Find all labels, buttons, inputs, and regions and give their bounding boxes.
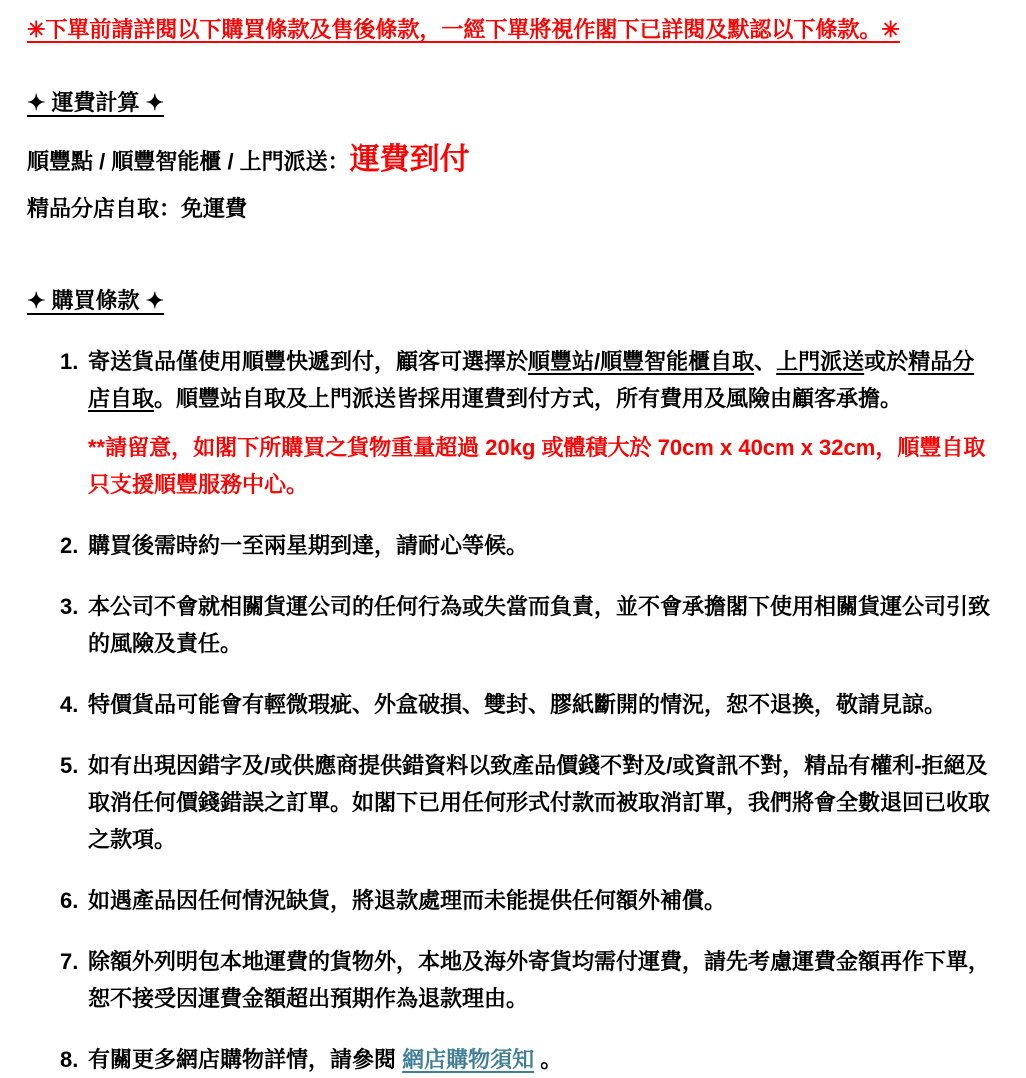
shipping-methods-line [27,139,996,183]
term-8-suffix: 。 [534,1047,563,1072]
terms-list [27,343,996,1078]
pay-on-delivery-value: 運費到付 [349,143,470,176]
term-item-5 [27,747,996,858]
term-1-separator: 、 [754,349,777,374]
weight-size-limit-note: **請留意，如閣下所購買之貨物重量超過 20kg 或體積大於 70cm x 40cm x 32cm，順豐自取只支援順豐服務中心。 [88,435,986,497]
term-1-rest: 。順豐站自取及上門派送皆採用運費到付方式，所有費用及風險由顧客承擔。 [154,386,903,411]
term-1-or: 或於 [864,349,909,374]
term-item-7 [27,943,996,1017]
shipping-methods-label: 順豐點 / 順豐智能櫃 / 上門派送： [27,149,350,174]
term-item-5-text: 如有出現因錯字及/或供應商提供錯資料以致產品價錢不對及/或資訊不對，精品有權利-拒絕及取消任何價錢錯誤之訂單。如閣下已用任何形式付款而被取消訂單，我們將會全數退回已收取之款項。 [88,753,991,852]
term-item-4-text: 特價貨品可能會有輕微瑕疵、外盒破損、雙封、膠紙斷開的情況，恕不退換，敬請見諒。 [88,692,947,717]
term-item-2 [27,527,996,564]
term-item-3 [27,588,996,662]
term-1-store-pickup-underlined: 精品分店自取 [88,349,975,411]
pre-order-alert: ✳下單前請詳閱以下購買條款及售後條款，一經下單將視作閣下已詳閱及默認以下條款。✳ [27,17,900,42]
term-item-6-text: 如遇產品因任何情況缺貨，將退款處理而未能提供任何額外補償。 [88,888,727,913]
term-8-prefix: 有關更多網店購物詳情，請參閱 [88,1047,403,1072]
term-1-sf-pickup-underlined: 順豐站/順豐智能櫃自取 [528,349,755,374]
term-item-2-text: 購買後需時約一至兩星期到達，請耐心等候。 [88,533,529,558]
shopping-guide-link[interactable]: 網店購物須知 [402,1047,535,1072]
term-item-3-text: 本公司不會就相關貨運公司的任何行為或失當而負責，並不會承擔閣下使用相關貨運公司引致的風險及責任。 [88,594,991,656]
term-item-6 [27,882,996,919]
term-item-8 [27,1041,996,1078]
term-item-8-text [88,1041,996,1078]
term-1-intro: 寄送貨品僅使用順豐快遞到付，顧客可選擇於 [88,349,529,374]
term-item-7-text: 除額外列明包本地運費的貨物外，本地及海外寄貨均需付運費，請先考慮運費金額再作下單，恕不接受因運費金額超出預期作為退款理由。 [88,949,991,1011]
term-item-4 [27,686,996,723]
term-1-home-delivery-underlined: 上門派送 [776,349,865,374]
shipping-section-title: ✦ 運費計算 ✦ [27,90,165,115]
term-item-1 [27,343,996,503]
store-pickup-line: 精品分店自取：免運費 [27,196,248,221]
purchase-terms-section-title: ✦ 購買條款 ✦ [27,288,165,313]
term-item-1-text [88,343,996,417]
